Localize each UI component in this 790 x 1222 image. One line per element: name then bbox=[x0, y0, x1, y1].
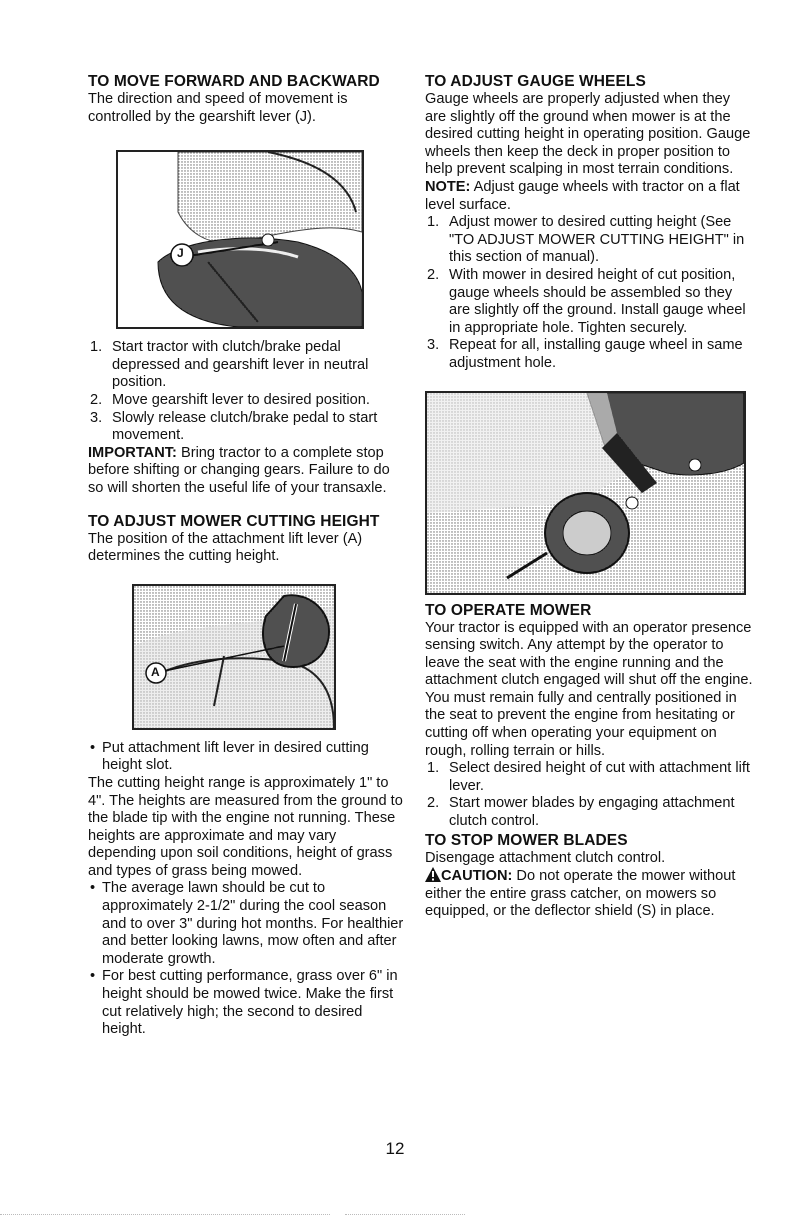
page-number: 12 bbox=[385, 1139, 405, 1158]
lift-lever-figure bbox=[132, 584, 336, 730]
heading-operate-mower: TO OPERATE MOWER bbox=[425, 601, 592, 619]
gauge-intro: Gauge wheels are properly adjusted when they are slightly off the ground when mower is at the desired cutting height in operating position. Gauge wheels then keep the deck in proper position to help prevent scalping in most terrain conditions. bbox=[425, 91, 751, 178]
gearshift-figure bbox=[116, 150, 364, 329]
list-item: 2. Start mower blades by engaging attachment clutch control. bbox=[427, 795, 735, 830]
heading-move-forward-backward: TO MOVE FORWARD AND BACKWARD bbox=[88, 73, 380, 90]
note-text: Adjust gauge wheels with tractor on a flat level surface. bbox=[425, 178, 740, 213]
left-column bbox=[88, 72, 406, 1039]
forward-steps bbox=[88, 339, 406, 445]
list-item: • For best cutting performance, grass over 6" in height should be mowed twice. Make the first cut relatively high; the second to desired height. bbox=[90, 968, 398, 1038]
caution-note bbox=[425, 867, 755, 921]
figure-label-j: J bbox=[177, 246, 184, 261]
scan-edge-right bbox=[345, 1214, 465, 1216]
important-note bbox=[88, 445, 406, 498]
gauge-wheel-illustration bbox=[427, 393, 744, 593]
list-item: • The average lawn should be cut to approximately 2-1/2" during the cool season and to over 3" during hot months. For healthier and better looking lawns, mow often and after moderate growth. bbox=[90, 880, 404, 967]
forward-intro: The direction and speed of movement is controlled by the gearshift lever (J). bbox=[88, 91, 348, 125]
operate-intro: Your tractor is equipped with an operator presence sensing switch. Any attempt by the operator to leave the seat with the engine running and the attachment clutch engaged will shut off the engine. You must remain fully and centrally positioned in the seat to prevent the engine from hesitating or cutting off when operating your equipment on rough, rolling terrain or hills. bbox=[425, 619, 753, 759]
list-item: 2. Move gearshift lever to desired position. bbox=[90, 391, 370, 408]
cutting-intro: The position of the attachment lift lever (A) determines the cutting height. bbox=[88, 530, 363, 565]
important-text: Bring tractor to a complete stop before shifting or changing gears. Failure to do so will shorten the useful life of your transaxle. bbox=[88, 444, 390, 496]
caution-text: Do not operate the mower without either the entire grass catcher, on mowers so equipped, or the deflector shield (S) in place. bbox=[425, 868, 736, 920]
cutting-range-paragraph: The cutting height range is approximately 1" to 4". The heights are measured from the ground to the blade tip with the engine not running. These heights are approximate and may vary depending upon soil conditions, height of grass and types of grass being mowed. bbox=[88, 774, 403, 879]
warning-icon bbox=[425, 867, 441, 882]
note-label: NOTE: bbox=[425, 178, 471, 195]
figure-label-a: A bbox=[151, 664, 160, 679]
gauge-steps bbox=[425, 214, 755, 372]
heading-stop-blades: TO STOP MOWER BLADES bbox=[425, 831, 628, 849]
list-item: 2. With mower in desired height of cut position, gauge wheels should be assembled so they are slightly off the ground. Install gauge wheel in appropriate hole. Tighten securely. bbox=[427, 266, 746, 336]
caution-label: CAUTION: bbox=[441, 868, 513, 885]
gauge-wheel-figure bbox=[425, 391, 746, 595]
list-item: 1. Start tractor with clutch/brake pedal depressed and gearshift lever in neutral position. bbox=[90, 339, 369, 391]
lift-lever-illustration bbox=[134, 586, 334, 728]
cutting-first-bullet bbox=[88, 740, 406, 775]
list-item: • Put attachment lift lever in desired cutting height slot. bbox=[90, 739, 369, 774]
gauge-note bbox=[425, 179, 755, 214]
scan-edge-left bbox=[0, 1214, 330, 1216]
list-item: 1. Select desired height of cut with attachment lift lever. bbox=[427, 760, 750, 794]
stop-text: Disengage attachment clutch control. bbox=[425, 849, 666, 866]
list-item: 3. Slowly release clutch/brake pedal to start movement. bbox=[90, 409, 378, 444]
heading-cutting-height: TO ADJUST MOWER CUTTING HEIGHT bbox=[88, 512, 380, 530]
heading-gauge-wheels: TO ADJUST GAUGE WHEELS bbox=[425, 73, 646, 90]
gearshift-illustration bbox=[118, 152, 362, 327]
right-column bbox=[425, 72, 755, 921]
important-label: IMPORTANT: bbox=[88, 444, 177, 461]
list-item: 3. Repeat for all, installing gauge wheel in same adjustment hole. bbox=[427, 337, 743, 371]
list-item: 1. Adjust mower to desired cutting height (See "TO ADJUST MOWER CUTTING HEIGHT" in this section of manual). bbox=[427, 214, 745, 266]
cutting-bullets bbox=[88, 880, 406, 1038]
operate-steps bbox=[425, 760, 755, 830]
